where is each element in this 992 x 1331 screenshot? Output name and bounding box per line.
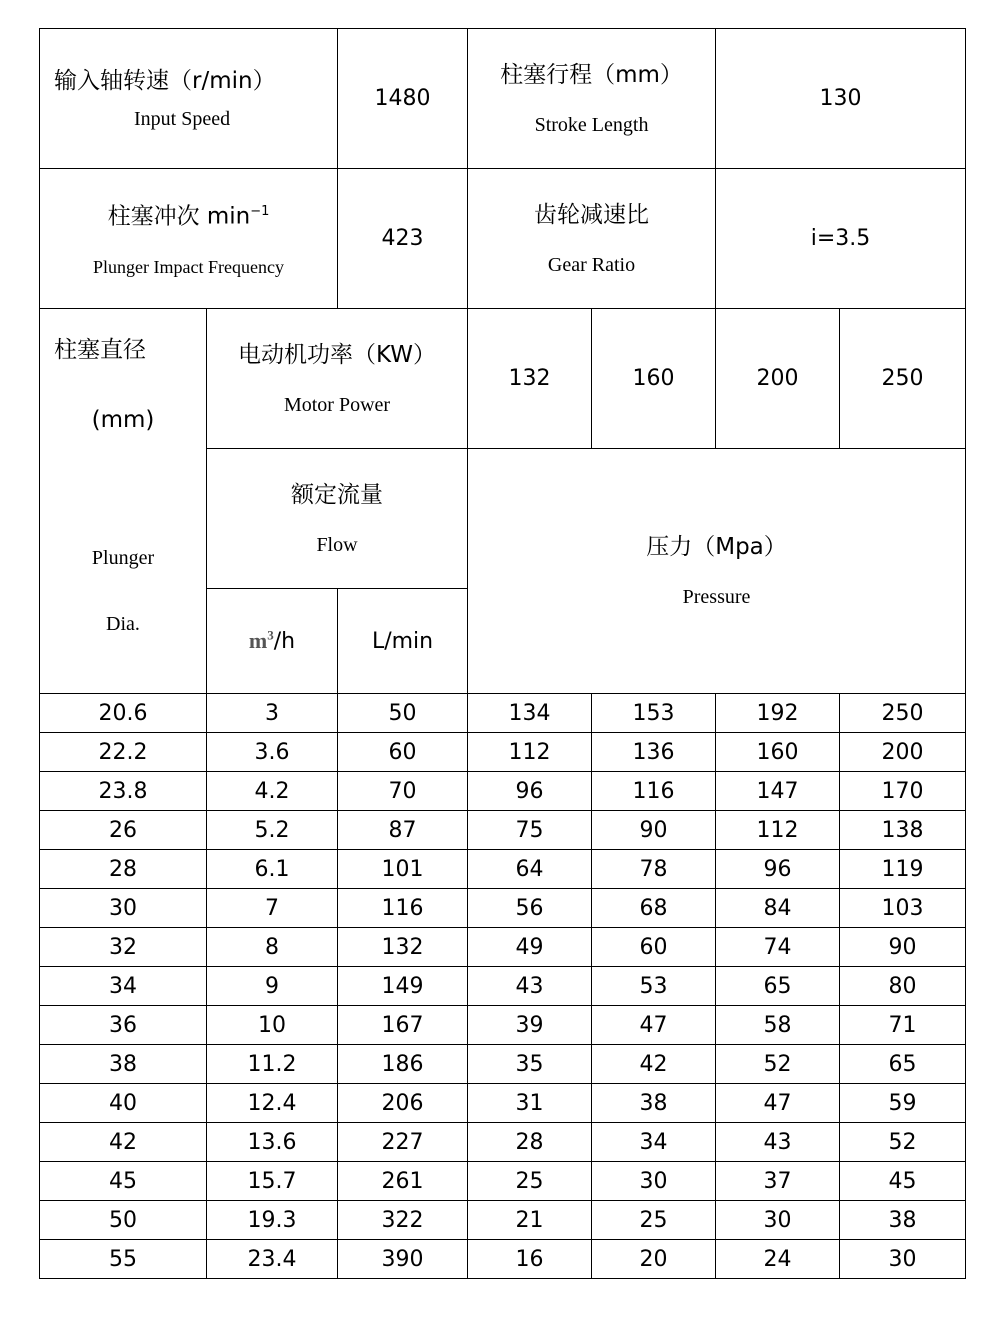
pressure-label-cell: [468, 449, 966, 694]
pressure-200kw-cell: [716, 967, 840, 1006]
flow-lmin-cell: [338, 694, 468, 733]
plunger-dia-value: 36: [109, 1012, 137, 1038]
plunger-dia-cell: [40, 694, 207, 733]
flow-m3h-value: 3: [265, 700, 279, 726]
plunger-dia-unit: (mm): [91, 407, 155, 433]
flow-m3h-cell: [207, 1123, 338, 1162]
gear-ratio-en: Gear Ratio: [547, 253, 636, 276]
table-row: [40, 1201, 966, 1240]
flow-m3h-value: 8: [265, 934, 279, 960]
flow-m3h-cell: [207, 1006, 338, 1045]
pressure-160kw-value: 38: [639, 1090, 668, 1116]
pressure-250kw-value: 71: [888, 1012, 917, 1038]
pressure-250kw-cell: [840, 733, 966, 772]
pressure-160kw-value: 25: [639, 1207, 668, 1233]
pressure-160kw-cell: [592, 1045, 716, 1084]
gear-ratio-label-cell: [468, 169, 716, 309]
flow-lmin-value: 70: [388, 778, 417, 804]
plunger-dia-value: 55: [109, 1246, 137, 1272]
pressure-132kw-cell: [468, 1123, 592, 1162]
flow-m3h-cell: [207, 811, 338, 850]
pressure-160kw-cell: [592, 1240, 716, 1279]
pressure-132kw-value: 134: [508, 700, 551, 726]
pressure-250kw-value: 65: [888, 1051, 917, 1077]
flow-m3h-cell: [207, 772, 338, 811]
table-row: [40, 850, 966, 889]
plunger-dia-value: 34: [109, 973, 137, 999]
pressure-160kw-cell: [592, 1006, 716, 1045]
flow-label-cell: [207, 449, 468, 589]
pressure-250kw-value: 200: [881, 739, 924, 765]
pressure-160kw-value: 68: [639, 895, 668, 921]
motor-power-cell: [840, 309, 966, 449]
pressure-132kw-value: 112: [508, 739, 551, 765]
pressure-250kw-cell: [840, 967, 966, 1006]
pressure-250kw-value: 30: [888, 1246, 917, 1272]
pressure-132kw-value: 43: [515, 973, 544, 999]
pressure-132kw-value: 56: [515, 895, 544, 921]
impact-freq-value-cell: [338, 169, 468, 309]
plunger-dia-cell: [40, 889, 207, 928]
pressure-200kw-value: 58: [763, 1012, 792, 1038]
flow-m3h-value: 4.2: [254, 778, 290, 804]
flow-lmin-cell: [338, 1045, 468, 1084]
pressure-132kw-cell: [468, 850, 592, 889]
pressure-132kw-cell: [468, 967, 592, 1006]
flow-lmin-cell: [338, 967, 468, 1006]
input-speed-label-cell: [40, 29, 338, 169]
plunger-dia-value: 45: [109, 1168, 137, 1194]
pressure-200kw-cell: [716, 1045, 840, 1084]
flow-lmin-cell: [338, 811, 468, 850]
motor-power-zh: 电动机功率（KW）: [238, 341, 437, 368]
pressure-160kw-value: 136: [632, 739, 675, 765]
pressure-160kw-value: 34: [639, 1129, 668, 1155]
impact-freq-zh-sup: −1: [250, 204, 270, 220]
flow-lmin-cell: [338, 889, 468, 928]
pressure-200kw-value: 52: [763, 1051, 792, 1077]
pressure-250kw-cell: [840, 850, 966, 889]
pressure-132kw-cell: [468, 772, 592, 811]
flow-lmin-cell: [338, 1006, 468, 1045]
pressure-132kw-cell: [468, 1006, 592, 1045]
table-row: [40, 928, 966, 967]
stroke-length-label-cell: [468, 29, 716, 169]
table-row: [40, 967, 966, 1006]
flow-lmin-cell: [338, 733, 468, 772]
plunger-dia-zh: 柱塞直径: [54, 337, 146, 363]
motor-power-cell: [592, 309, 716, 449]
pressure-132kw-value: 31: [515, 1090, 544, 1116]
pressure-200kw-value: 147: [756, 778, 799, 804]
pressure-160kw-value: 20: [639, 1246, 668, 1272]
plunger-dia-cell: [40, 1240, 207, 1279]
pressure-200kw-cell: [716, 1162, 840, 1201]
plunger-dia-value: 20.6: [98, 700, 148, 726]
pressure-200kw-value: 47: [763, 1090, 792, 1116]
table-row: [40, 1123, 966, 1162]
flow-lmin-value: 101: [381, 856, 424, 882]
plunger-dia-value: 23.8: [98, 778, 148, 804]
pressure-160kw-cell: [592, 1084, 716, 1123]
impact-freq-label-cell: [40, 169, 338, 309]
flow-lmin-value: 322: [381, 1207, 424, 1233]
input-speed-value: 1480: [374, 86, 431, 111]
flow-m3h-value: 23.4: [247, 1246, 297, 1272]
flow-m3h-cell: [207, 1045, 338, 1084]
flow-m3h-cell: [207, 928, 338, 967]
plunger-dia-cell: [40, 967, 207, 1006]
table-row: [40, 1240, 966, 1279]
gear-ratio-zh: 齿轮减速比: [534, 201, 650, 228]
motor-power-value: 160: [632, 366, 675, 391]
pressure-200kw-value: 43: [763, 1129, 792, 1155]
pressure-zh: 压力（Mpa）: [646, 534, 787, 560]
plunger-dia-value: 28: [109, 856, 137, 882]
pressure-250kw-value: 170: [881, 778, 924, 804]
flow-lmin-cell: [338, 772, 468, 811]
plunger-dia-cell: [40, 1123, 207, 1162]
pressure-160kw-cell: [592, 694, 716, 733]
pressure-250kw-value: 80: [888, 973, 917, 999]
flow-m3h-value: 10: [258, 1012, 286, 1038]
flow-m3h-value: 11.2: [247, 1051, 297, 1077]
flow-m3h-cell: [207, 1084, 338, 1123]
gear-ratio-value: i=3.5: [810, 226, 871, 251]
flow-unit-m: m: [248, 628, 268, 654]
pressure-200kw-cell: [716, 1201, 840, 1240]
flow-m3h-cell: [207, 694, 338, 733]
table-row: [40, 694, 966, 733]
pressure-en: Pressure: [682, 586, 751, 608]
pressure-132kw-value: 21: [515, 1207, 544, 1233]
stroke-length-en: Stroke Length: [534, 113, 649, 136]
pressure-132kw-value: 39: [515, 1012, 544, 1038]
flow-lmin-value: 206: [381, 1090, 424, 1116]
plunger-dia-value: 42: [109, 1129, 137, 1155]
flow-m3h-value: 15.7: [247, 1168, 297, 1194]
table-row: [40, 772, 966, 811]
pressure-132kw-value: 64: [515, 856, 544, 882]
pressure-132kw-cell: [468, 811, 592, 850]
flow-m3h-cell: [207, 850, 338, 889]
flow-m3h-value: 6.1: [254, 856, 290, 882]
pressure-200kw-value: 37: [763, 1168, 792, 1194]
pressure-160kw-cell: [592, 1162, 716, 1201]
pressure-132kw-value: 25: [515, 1168, 544, 1194]
flow-unit-m3-sup: 3: [267, 627, 274, 643]
motor-power-value: 200: [756, 366, 799, 391]
pressure-160kw-cell: [592, 889, 716, 928]
pressure-132kw-value: 16: [515, 1246, 544, 1272]
stroke-length-value: 130: [819, 86, 862, 111]
flow-lmin-cell: [338, 1162, 468, 1201]
pressure-250kw-cell: [840, 1084, 966, 1123]
plunger-dia-en2: Dia.: [106, 613, 140, 635]
flow-m3h-value: 19.3: [247, 1207, 297, 1233]
pressure-160kw-cell: [592, 772, 716, 811]
pressure-250kw-value: 90: [888, 934, 917, 960]
plunger-dia-cell: [40, 850, 207, 889]
flow-m3h-cell: [207, 1162, 338, 1201]
flow-m3h-cell: [207, 889, 338, 928]
pressure-250kw-value: 103: [881, 895, 924, 921]
pressure-132kw-value: 75: [515, 817, 544, 843]
header-row-1: [40, 29, 966, 169]
pressure-200kw-value: 192: [756, 700, 799, 726]
pressure-160kw-value: 90: [639, 817, 668, 843]
plunger-dia-value: 32: [109, 934, 137, 960]
motor-power-en: Motor Power: [283, 393, 391, 416]
pressure-132kw-value: 35: [515, 1051, 544, 1077]
flow-lmin-cell: [338, 1084, 468, 1123]
flow-m3h-value: 12.4: [247, 1090, 297, 1116]
input-speed-en: Input Speed: [134, 107, 231, 130]
flow-m3h-value: 7: [265, 895, 279, 921]
pressure-250kw-cell: [840, 928, 966, 967]
pressure-250kw-cell: [840, 1045, 966, 1084]
pressure-200kw-cell: [716, 1123, 840, 1162]
input-speed-zh: 输入轴转速（r/min）: [54, 67, 276, 94]
pressure-200kw-value: 160: [756, 739, 799, 765]
flow-lmin-value: 132: [381, 934, 424, 960]
pressure-200kw-value: 112: [756, 817, 799, 843]
table-row: [40, 733, 966, 772]
pressure-200kw-cell: [716, 1006, 840, 1045]
flow-lmin-cell: [338, 928, 468, 967]
pressure-160kw-cell: [592, 733, 716, 772]
pressure-250kw-cell: [840, 1201, 966, 1240]
flow-lmin-cell: [338, 1123, 468, 1162]
flow-m3h-value: 5.2: [254, 817, 290, 843]
pressure-250kw-value: 119: [881, 856, 924, 882]
pressure-132kw-cell: [468, 733, 592, 772]
pressure-200kw-cell: [716, 811, 840, 850]
input-speed-value-cell: [338, 29, 468, 169]
pressure-200kw-cell: [716, 694, 840, 733]
table-row: [40, 1162, 966, 1201]
pressure-160kw-cell: [592, 850, 716, 889]
flow-unit-m3h: [249, 629, 295, 654]
flow-lmin-value: 390: [381, 1246, 424, 1272]
motor-power-label-cell: [207, 309, 468, 449]
pressure-132kw-cell: [468, 1162, 592, 1201]
table-row: [40, 1006, 966, 1045]
flow-lmin-value: 186: [381, 1051, 424, 1077]
pressure-200kw-value: 84: [763, 895, 792, 921]
pressure-200kw-cell: [716, 850, 840, 889]
flow-unit-lmin-cell: [338, 589, 468, 694]
plunger-dia-cell: [40, 1006, 207, 1045]
pressure-160kw-value: 42: [639, 1051, 668, 1077]
pressure-200kw-value: 74: [763, 934, 792, 960]
pump-spec-table: [39, 28, 966, 1279]
pressure-160kw-value: 30: [639, 1168, 668, 1194]
pressure-132kw-cell: [468, 1084, 592, 1123]
flow-lmin-value: 60: [388, 739, 417, 765]
gear-ratio-value-cell: [716, 169, 966, 309]
pressure-132kw-cell: [468, 694, 592, 733]
pressure-132kw-cell: [468, 889, 592, 928]
pressure-132kw-value: 96: [515, 778, 544, 804]
pressure-132kw-value: 49: [515, 934, 544, 960]
flow-lmin-value: 227: [381, 1129, 424, 1155]
table-row: [40, 811, 966, 850]
pressure-160kw-cell: [592, 928, 716, 967]
pressure-200kw-cell: [716, 1240, 840, 1279]
flow-unit-rest: /h: [273, 629, 296, 655]
flow-m3h-value: 9: [265, 973, 279, 999]
impact-freq-zh-main: 柱塞冲次 min: [107, 203, 251, 230]
flow-zh: 额定流量: [291, 481, 383, 508]
pressure-160kw-value: 60: [639, 934, 668, 960]
flow-m3h-value: 3.6: [254, 739, 290, 765]
flow-lmin-value: 87: [388, 817, 417, 843]
pressure-200kw-value: 30: [763, 1207, 792, 1233]
plunger-dia-cell: [40, 1084, 207, 1123]
flow-m3h-cell: [207, 1201, 338, 1240]
pressure-132kw-cell: [468, 1201, 592, 1240]
pressure-250kw-cell: [840, 889, 966, 928]
pressure-160kw-value: 47: [639, 1012, 668, 1038]
flow-en: Flow: [316, 533, 358, 556]
flow-lmin-value: 50: [388, 700, 417, 726]
pressure-160kw-cell: [592, 1123, 716, 1162]
flow-lmin-cell: [338, 850, 468, 889]
table-row: [40, 1084, 966, 1123]
pressure-250kw-value: 138: [881, 817, 924, 843]
flow-m3h-cell: [207, 1240, 338, 1279]
plunger-dia-cell: [40, 772, 207, 811]
pressure-250kw-value: 250: [881, 700, 924, 726]
header-row-2: [40, 169, 966, 309]
plunger-dia-value: 30: [109, 895, 137, 921]
plunger-dia-en1: Plunger: [91, 547, 155, 569]
pressure-200kw-cell: [716, 889, 840, 928]
pressure-200kw-cell: [716, 733, 840, 772]
pressure-160kw-value: 116: [632, 778, 675, 804]
pressure-132kw-cell: [468, 1240, 592, 1279]
pressure-250kw-cell: [840, 1123, 966, 1162]
pressure-160kw-value: 53: [639, 973, 668, 999]
pressure-160kw-value: 153: [632, 700, 675, 726]
pressure-250kw-cell: [840, 1006, 966, 1045]
flow-lmin-cell: [338, 1201, 468, 1240]
pressure-160kw-cell: [592, 811, 716, 850]
pressure-250kw-value: 59: [888, 1090, 917, 1116]
flow-m3h-value: 13.6: [247, 1129, 297, 1155]
pressure-250kw-cell: [840, 811, 966, 850]
flow-lmin-value: 116: [381, 895, 424, 921]
motor-power-value: 250: [881, 366, 924, 391]
motor-power-value: 132: [508, 366, 551, 391]
plunger-dia-cell: [40, 811, 207, 850]
pressure-160kw-cell: [592, 967, 716, 1006]
flow-lmin-value: 261: [381, 1168, 424, 1194]
pressure-200kw-value: 96: [763, 856, 792, 882]
pressure-250kw-cell: [840, 1162, 966, 1201]
plunger-dia-cell: [40, 733, 207, 772]
flow-lmin-value: 167: [381, 1012, 424, 1038]
plunger-dia-value: 50: [109, 1207, 137, 1233]
plunger-dia-value: 26: [109, 817, 137, 843]
pressure-200kw-cell: [716, 772, 840, 811]
pressure-132kw-cell: [468, 1045, 592, 1084]
motor-power-cell: [468, 309, 592, 449]
pressure-160kw-value: 78: [639, 856, 668, 882]
plunger-dia-cell: [40, 1201, 207, 1240]
flow-m3h-cell: [207, 733, 338, 772]
pressure-200kw-cell: [716, 1084, 840, 1123]
stroke-length-value-cell: [716, 29, 966, 169]
flow-unit-lmin: L/min: [371, 628, 434, 654]
flow-unit-m3h-cell: [207, 589, 338, 694]
plunger-dia-label-cell: [40, 309, 207, 694]
pressure-160kw-cell: [592, 1201, 716, 1240]
table-row: [40, 889, 966, 928]
header-row-3: [40, 309, 966, 449]
motor-power-cell: [716, 309, 840, 449]
plunger-dia-cell: [40, 1162, 207, 1201]
pressure-250kw-value: 45: [888, 1168, 917, 1194]
plunger-dia-cell: [40, 1045, 207, 1084]
flow-m3h-cell: [207, 967, 338, 1006]
pressure-132kw-cell: [468, 928, 592, 967]
pressure-132kw-value: 28: [515, 1129, 544, 1155]
stroke-length-zh: 柱塞行程（mm）: [500, 61, 683, 88]
plunger-dia-value: 38: [109, 1051, 137, 1077]
pressure-250kw-value: 38: [888, 1207, 917, 1233]
pressure-200kw-value: 24: [763, 1246, 792, 1272]
impact-freq-zh: [40, 197, 337, 232]
plunger-dia-value: 40: [109, 1090, 137, 1116]
pressure-250kw-cell: [840, 694, 966, 733]
plunger-dia-cell: [40, 928, 207, 967]
pressure-200kw-cell: [716, 928, 840, 967]
impact-freq-value: 423: [381, 226, 424, 251]
table-row: [40, 1045, 966, 1084]
pressure-250kw-cell: [840, 772, 966, 811]
pressure-250kw-value: 52: [888, 1129, 917, 1155]
impact-freq-en: Plunger Impact Frequency: [93, 256, 284, 277]
flow-lmin-value: 149: [381, 973, 424, 999]
plunger-dia-value: 22.2: [98, 739, 148, 765]
flow-lmin-cell: [338, 1240, 468, 1279]
pressure-250kw-cell: [840, 1240, 966, 1279]
pressure-200kw-value: 65: [763, 973, 792, 999]
